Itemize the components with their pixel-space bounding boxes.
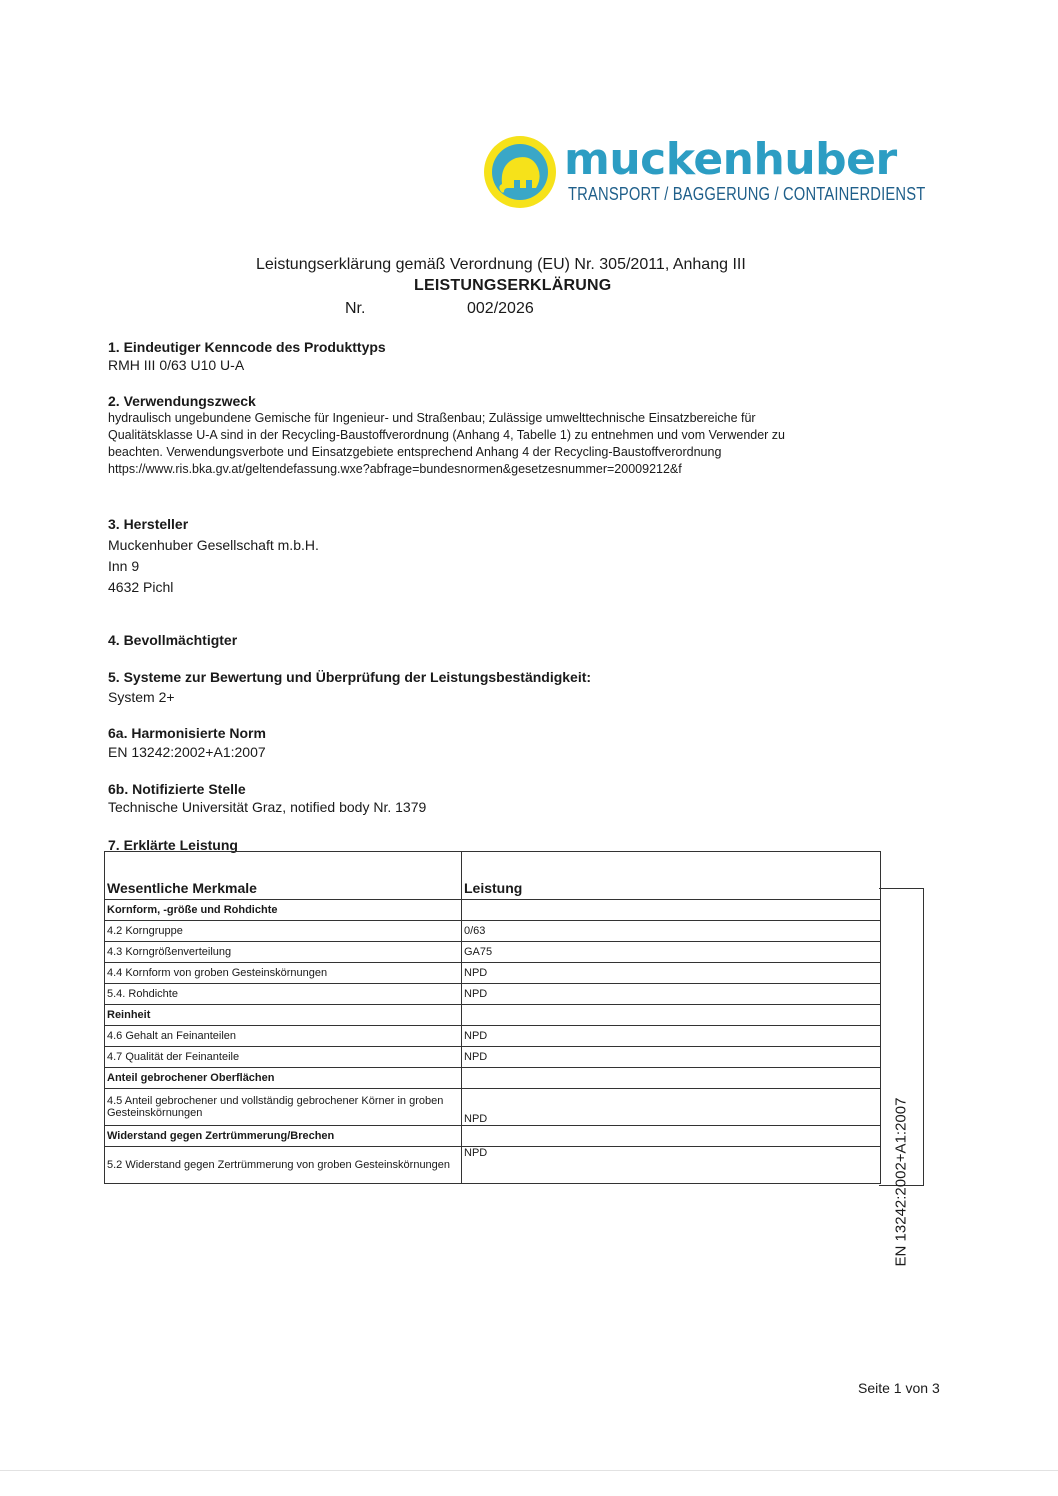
section-7-title: 7. Erklärte Leistung [108,837,238,853]
table-cell-label: Anteil gebrochener Oberflächen [105,1068,462,1089]
performance-table [104,851,881,1184]
table-row [105,942,881,963]
section-2-line: Qualitätsklasse U-A sind in der Recycling-Baustoffverordnung (Anhang 4, Tabelle 1) zu entnehmen und vom Verwender zu [108,428,786,442]
table-cell-value: NPD [462,963,881,984]
table-cell-label: 4.4 Kornform von groben Gesteinskörnungen [105,963,462,984]
table-cell-label: 4.2 Korngruppe [105,921,462,942]
table-cell-value [462,1068,881,1089]
norm-vertical-text: EN 13242:2002+A1:2007 [892,1097,910,1267]
table-cell-label: 4.3 Korngrößenverteilung [105,942,462,963]
table-cell-value [462,1126,881,1147]
table-cell-value: NPD [462,984,881,1005]
company-logo [484,134,926,216]
table-row [105,984,881,1005]
section-3-title: 3. Hersteller [108,516,189,532]
table-cell-value [462,1005,881,1026]
manufacturer-address [108,535,319,598]
performance-table-wrapper [104,851,881,1184]
manufacturer-city: 4632 Pichl [108,579,174,595]
table-cell-label: 5.4. Rohdichte [105,984,462,1005]
section-1-title: 1. Eindeutiger Kenncode des Produkttyps [108,339,386,355]
table-header-characteristics: Wesentliche Merkmale [105,852,462,900]
manufacturer-name: Muckenhuber Gesellschaft m.b.H. [108,537,319,553]
header-regulation-line: Leistungserklärung gemäß Verordnung (EU) Nr. 305/2011, Anhang III [256,256,746,273]
table-row [105,1005,881,1026]
number-label: Nr. [345,300,366,317]
table-row [105,1068,881,1089]
section-6a-text: EN 13242:2002+A1:2007 [108,744,266,760]
section-6b-text: Technische Universität Graz, notified body Nr. 1379 [108,799,427,815]
table-row [105,1089,881,1126]
table-cell-label: Widerstand gegen Zertrümmerung/Brechen [105,1126,462,1147]
page-number: Seite 1 von 3 [858,1380,940,1396]
table-cell-value: NPD [462,1089,881,1126]
table-cell-label: 5.2 Widerstand gegen Zertrümmerung von groben Gesteinskörnungen [105,1147,462,1184]
norm-vertical-box [879,888,924,1267]
table-row [105,1147,881,1184]
table-cell-value: NPD [462,1026,881,1047]
table-cell-value: GA75 [462,942,881,963]
section-2-url: https://www.ris.bka.gv.at/geltendefassung.wxe?abfrage=bundesnormen&gesetzesnummer=20009212&f [108,462,682,476]
logo-name: muckenhuber [564,134,897,185]
table-cell-value [462,900,881,921]
section-4-title: 4. Bevollmächtigter [108,632,238,648]
table-cell-label: 4.6 Gehalt an Feinanteilen [105,1026,462,1047]
mammoth-logo-icon [484,136,556,208]
section-6a-title: 6a. Harmonisierte Norm [108,725,266,741]
table-cell-label: Reinheit [105,1005,462,1026]
table-cell-label: 4.7 Qualität der Feinanteile [105,1047,462,1068]
table-row [105,1126,881,1147]
table-row [105,900,881,921]
section-5-title: 5. Systeme zur Bewertung und Überprüfung der Leistungsbeständigkeit: [108,669,592,685]
table-header-performance: Leistung [462,852,881,900]
document-title: LEISTUNGSERKLÄRUNG [414,277,612,294]
section-2-line: beachten. Verwendungsverbote und Einsatzgebiete entsprechend Anhang 4 der Recycling-Baustoffverordnung [108,445,722,459]
section-2-text [108,410,785,478]
table-cell-value: 0/63 [462,921,881,942]
section-6b-title: 6b. Notifizierte Stelle [108,781,246,797]
table-cell-value: NPD [462,1147,881,1184]
table-row [105,1047,881,1068]
number-value: 002/2026 [467,300,534,317]
table-cell-value: NPD [462,1047,881,1068]
section-2-title: 2. Verwendungszweck [108,393,256,409]
table-row [105,963,881,984]
section-2-line: hydraulisch ungebundene Gemische für Ingenieur- und Straßenbau; Zulässige umwelttechnische Einsatzbereiche für [108,411,756,425]
section-1-text: RMH III 0/63 U10 U-A [108,357,245,373]
manufacturer-street: Inn 9 [108,558,140,574]
table-cell-label: 4.5 Anteil gebrochener und vollständig gebrochener Körner in groben Gesteinskörnungen [105,1089,462,1126]
section-5-text: System 2+ [108,689,175,705]
table-row [105,1026,881,1047]
logo-tagline: TRANSPORT / BAGGERUNG / CONTAINERDIENST [568,184,926,204]
page-bottom-divider [0,1470,1058,1471]
table-cell-label: Kornform, -größe und Rohdichte [105,900,462,921]
table-row [105,921,881,942]
table-header-row [105,852,881,900]
